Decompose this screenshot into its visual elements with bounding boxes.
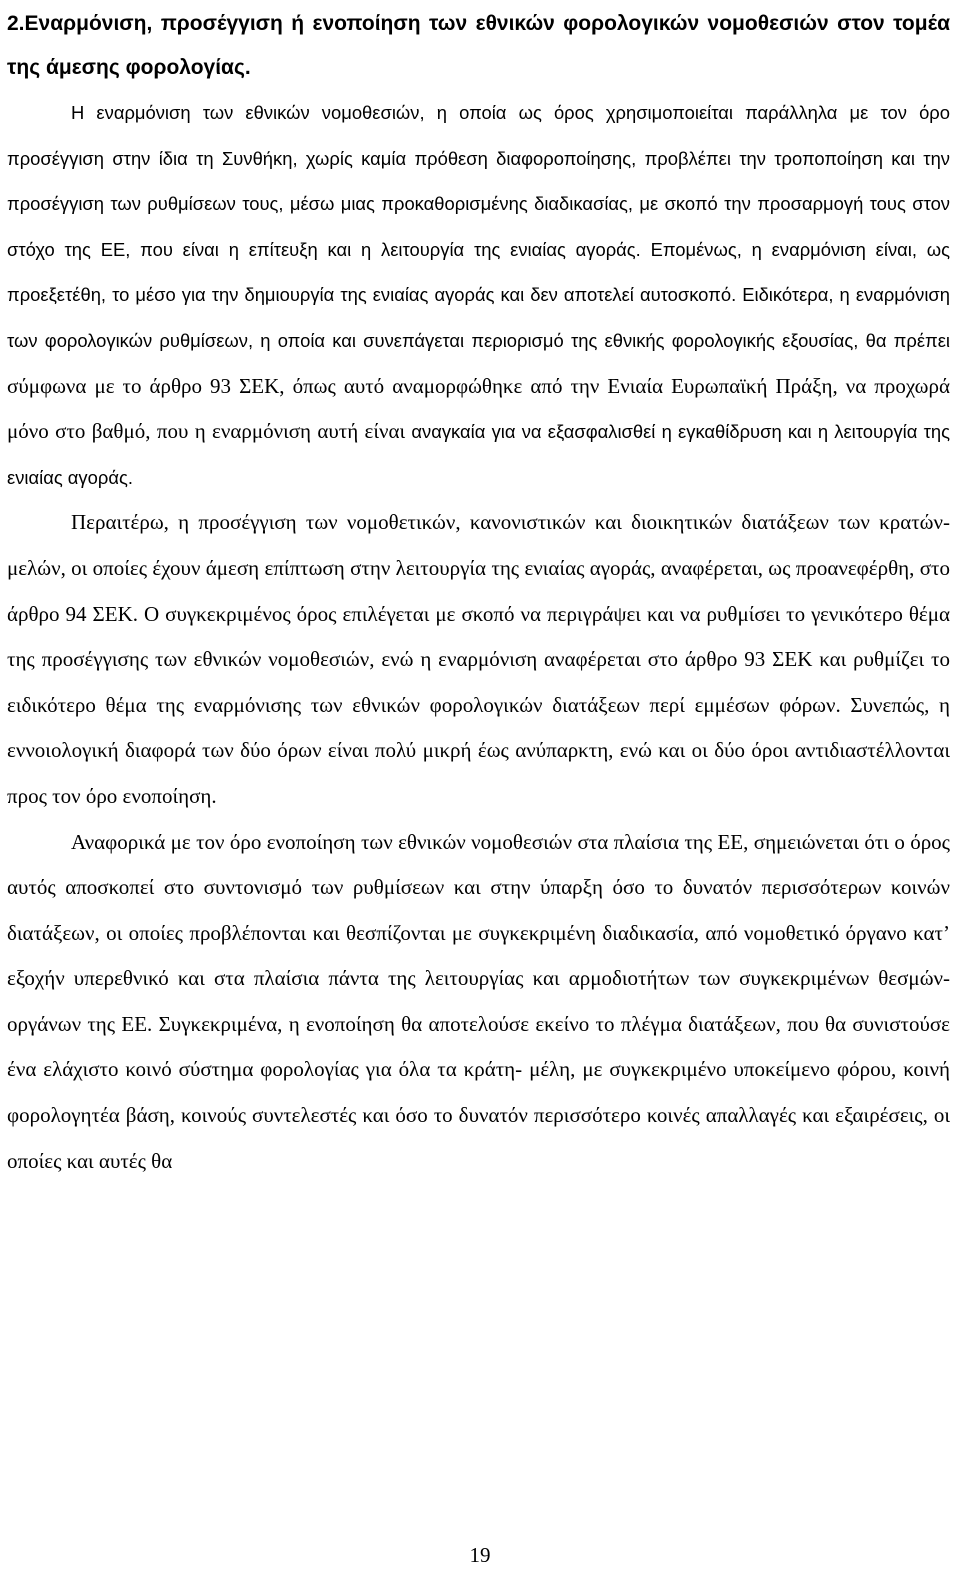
paragraph-approximation: Περαιτέρω, η προσέγγιση των νομοθετικών, κανονιστικών και διοικητικών διατάξεων των κρατών-μελών, οι οποίες έχουν άμεση επίπτωση στην λειτουργία της ενιαίας αγοράς, αναφέρεται, ως προανεφέρθη, στο άρθρο 94 ΣΕΚ. Ο συγκεκριμένος όρος επιλέγεται με σκοπό να περιγράψει και να ρυθμίσει το γενικότερο θέμα της προσέγγισης των εθνικών νομοθεσιών, ενώ η εναρμόνιση αναφέρεται στο άρθρο 93 ΣΕΚ και ρυθμίζει το ειδικότερο θέμα της εναρμόνισης των εθνικών φορολογικών διατάξεων περί εμμέσων φόρων. Συνεπώς, η εννοιολογική διαφορά των δύο όρων είναι πολύ μικρή έως ανύπαρκτη, ενώ και οι δύο όροι αντιδιαστέλλονται προς τον όρο ενοποίηση. xyxy=(7,510,950,808)
page-number: 19 xyxy=(469,1543,491,1567)
paragraph-harmonisation xyxy=(7,90,950,500)
paragraph-harmonisation-serif-part: σύμφωνα με το άρθρο 93 ΣΕΚ, όπως αυτό αναμορφώθηκε από την Ενιαία Ευρωπαϊκή Πράξη, να προχωρά μόνο στο βαθμό, που η εναρμόνιση αυτή είναι xyxy=(7,373,950,444)
paragraph-harmonisation-closing-part: αναγκαία για να εξασφαλισθεί η εγκαθίδρυση και η λειτουργία της ενιαίας αγοράς. xyxy=(7,421,950,488)
document-page xyxy=(7,0,950,1184)
paragraph-harmonisation-sans-part: Η εναρμόνιση των εθνικών νομοθεσιών, η οποία ως όρος χρησιμοποιείται παράλληλα με τον όρο προσέγγιση στην ίδια τη Συνθήκη, χωρίς καμία πρόθεση διαφοροποίησης, προβλέπει την τροποποίηση και την προσέγγιση των ρυθμίσεων τους, μέσω μιας προκαθορισμένης διαδικασίας, με σκοπό την προσαρμογή τους στον στόχο της ΕΕ, που είναι η επίτευξη και η λειτουργία της ενιαίας αγοράς. Επομένως, η εναρμόνιση είναι, ως προεξετέθη, το μέσο για την δημιουργία της ενιαίας αγοράς και δεν αποτελεί αυτοσκοπό. Ειδικότερα, η εναρμόνιση των φορολογικών ρυθμίσεων, η οποία και συνεπάγεται περιορισμό της εθνικής φορολογικής εξουσίας, θα πρέπει xyxy=(7,102,950,351)
paragraph-unification: Αναφορικά με τον όρο ενοποίηση των εθνικών νομοθεσιών στα πλαίσια της ΕΕ, σημειώνεται ότι ο όρος αυτός αποσκοπεί στο συντονισμό των ρυθμίσεων και στην ύπαρξη όσο το δυνατόν περισσότερων κοινών διατάξεων, οι οποίες προβλέπονται και θεσπίζονται με συγκεκριμένη διαδικασία, από νομοθετικό όργανο κατ’ εξοχήν υπερεθνικό και στα πλαίσια πάντα της λειτουργίας και αρμοδιοτήτων των συγκεκριμένων θεσμών-οργάνων της ΕΕ. Συγκεκριμένα, η ενοποίηση θα αποτελούσε εκείνο το πλέγμα διατάξεων, που θα συνιστούσε ένα ελάχιστο κοινό σύστημα φορολογίας για όλα τα κράτη- μέλη, με συγκεκριμένο υποκείμενο φόρου, κοινή φορολογητέα βάση, κοινούς συντελεστές και όσο το δυνατόν περισσότερο κοινές απαλλαγές και εξαιρέσεις, οι οποίες και αυτές θα xyxy=(7,829,950,1173)
section-heading: 2.Εναρμόνιση, προσέγγιση ή ενοποίηση των εθνικών φορολογικών νομοθεσιών στον τομέα της άμεσης φορολογίας. xyxy=(7,12,950,79)
